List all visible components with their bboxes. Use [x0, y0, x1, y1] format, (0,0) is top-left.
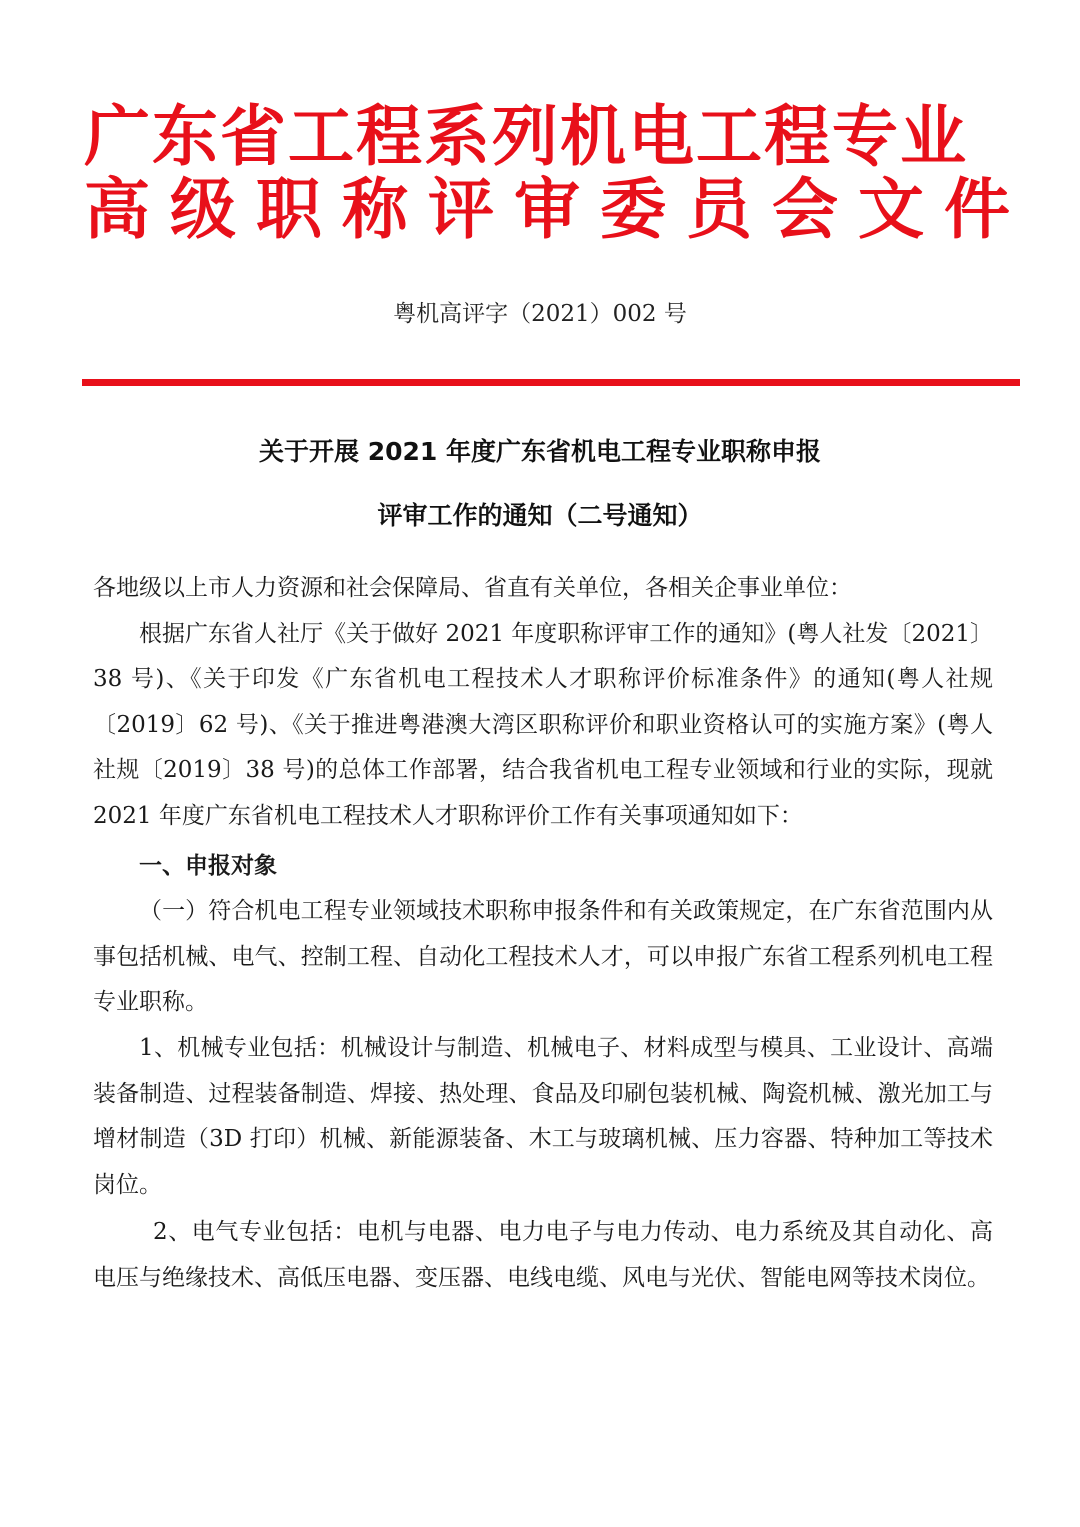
red-divider-rule [82, 379, 1020, 386]
salutation: 各地级以上市人力资源和社会保障局、省直有关单位，各相关企事业单位： [93, 575, 852, 601]
document-number: 粤机高评字（2021）002 号 [393, 301, 687, 327]
masthead-line-2: 高级职称评审委员会文件 [84, 171, 1030, 248]
item-mechanical: 1、机械专业包括：机械设计与制造、机械电子、材料成型与模具、工业设计、高端装备制造、过程装备制造、焊接、热处理、食品及印刷包装机械、陶瓷机械、激光加工与增材制造（3D 打印）机械、新能源装备、木工与玻璃机械、压力容器、特种加工等技术岗位。 [93, 1034, 993, 1198]
section-1-heading: 一、申报对象 [139, 852, 277, 879]
document-body [93, 566, 993, 1302]
masthead-line-1: 广东省工程系列机电工程专业 [84, 98, 968, 175]
notice-title-line-2: 评审工作的通知（二号通知） [377, 501, 703, 530]
notice-title-line-1: 关于开展 2021 年度广东省机电工程专业职称申报 [259, 437, 821, 466]
item-electrical: 2、电气专业包括：电机与电器、电力电子与电力传动、电力系统及其自动化、高电压与绝缘技术、高低压电器、变压器、电线电缆、风电与光伏、智能电网等技术岗位。 [93, 1219, 993, 1291]
intro-paragraph: 根据广东省人社厅《关于做好 2021 年度职称评审工作的通知》(粤人社发〔2021〕38 号)、《关于印发《广东省机电工程技术人才职称评价标准条件》的通知(粤人社规〔2019〕62 号)、《关于推进粤港澳大湾区职称评价和职业资格认可的实施方案》(粤人社规〔2019〕38 号)的总体工作部署，结合我省机电工程专业领域和行业的实际，现就 2021 年度广东省机电工程技术人才职称评价工作有关事项通知如下： [93, 620, 993, 829]
section-1-paragraph: （一）符合机电工程专业领域技术职称申报条件和有关政策规定，在广东省范围内从事包括机械、电气、控制工程、自动化工程技术人才，可以申报广东省工程系列机电工程专业职称。 [93, 898, 993, 1016]
